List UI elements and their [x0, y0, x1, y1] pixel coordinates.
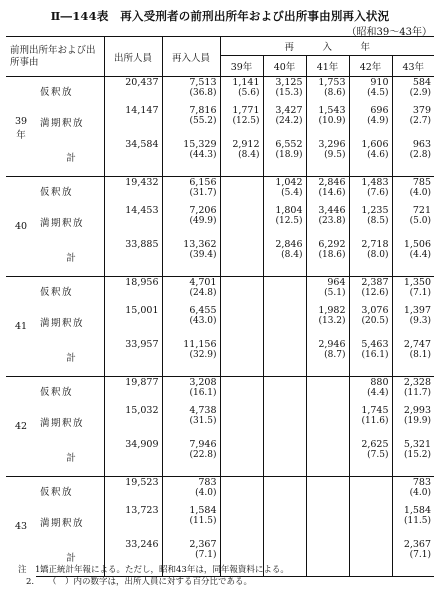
reentry-count: 910	[370, 77, 389, 88]
table-row	[6, 477, 434, 505]
reentry-percent: (11.5)	[403, 515, 432, 526]
header-reentry-year-group: 再 入 年	[220, 37, 434, 56]
reentry-percent: (8.7)	[324, 349, 346, 360]
reentry-percent: (4.6)	[367, 149, 389, 160]
table-row	[6, 205, 434, 239]
reentry-year-cell	[306, 505, 349, 539]
reentry-count: 1,141	[232, 77, 260, 88]
reentry-count: 1,745	[361, 404, 389, 416]
reentry-year-cell	[306, 477, 349, 505]
reentry-percent: (15.3)	[275, 88, 303, 98]
reentered-cell	[162, 105, 220, 139]
reentry-year-cell	[263, 439, 306, 477]
released-count: 34,909	[104, 439, 162, 477]
reentered-percent: (32.9)	[189, 349, 217, 360]
table-row	[6, 139, 434, 177]
reentry-count: 880	[370, 377, 389, 388]
reentry-percent: (4.9)	[367, 115, 389, 126]
reentry-count: 783	[412, 477, 432, 488]
reentry-year-cell	[263, 377, 306, 405]
reentered-cell	[162, 477, 220, 505]
reentry-percent: (7.6)	[367, 188, 389, 198]
reentry-count: 2,328	[403, 377, 432, 388]
reentry-year-cell	[220, 139, 263, 177]
reentry-year-cell	[220, 439, 263, 477]
reentry-percent: (4.4)	[367, 388, 389, 398]
release-reason: 仮釈放	[36, 477, 104, 505]
reentry-count: 2,912	[232, 138, 260, 150]
reentry-percent: (9.5)	[324, 149, 346, 160]
release-year-label	[6, 177, 36, 277]
reentry-year-cell	[392, 205, 434, 239]
reentry-year-cell	[220, 177, 263, 205]
reentered-count: 4,701	[189, 277, 217, 288]
reentry-year-cell	[306, 205, 349, 239]
reentered-percent: (49.9)	[189, 215, 217, 226]
table-row	[6, 339, 434, 377]
reentered-count: 7,206	[189, 204, 217, 216]
reentry-percent: (11.7)	[403, 388, 432, 398]
table-row	[6, 105, 434, 139]
release-year-label	[6, 377, 36, 477]
release-reason: 仮釈放	[36, 277, 104, 305]
reentry-year-cell	[263, 405, 306, 439]
released-count: 15,001	[104, 305, 162, 339]
reentry-percent: (5.0)	[409, 215, 432, 226]
reentry-count: 1,804	[275, 204, 303, 216]
reentry-percent: (5.4)	[281, 188, 303, 198]
reentry-percent: (13.2)	[318, 315, 346, 326]
reentry-percent: (18.9)	[275, 149, 303, 160]
reentry-year-cell	[306, 539, 349, 577]
reentry-count: 6,552	[275, 138, 303, 150]
release-reason: 計	[36, 339, 104, 377]
reentry-count: 785	[412, 177, 432, 188]
reentry-year-cell	[349, 477, 392, 505]
release-year-text: 42	[14, 421, 28, 432]
reentry-count: 3,076	[361, 304, 389, 316]
reentry-percent: (20.5)	[361, 315, 389, 326]
reentered-percent: (22.8)	[189, 449, 217, 460]
reentry-percent: (4.0)	[409, 488, 432, 498]
reentry-percent: (8.1)	[409, 349, 432, 360]
reentry-year-cell	[263, 305, 306, 339]
reentered-count: 2,367	[189, 538, 217, 550]
reentry-year-cell	[392, 539, 434, 577]
reentry-percent: (4.0)	[409, 188, 432, 198]
reentry-count: 2,846	[318, 177, 346, 188]
reentry-count: 696	[370, 104, 389, 116]
reentry-year-cell	[392, 305, 434, 339]
reentry-count: 5,321	[403, 438, 432, 450]
reentry-count: 2,846	[275, 238, 303, 250]
table-row	[6, 239, 434, 277]
reentry-count: 1,506	[403, 238, 432, 250]
reentered-count: 7,816	[189, 104, 217, 116]
reentry-count: 1,543	[318, 104, 346, 116]
reentry-count: 1,483	[361, 177, 389, 188]
reentered-cell	[162, 439, 220, 477]
footnote-label: 2.	[26, 577, 35, 587]
reentry-year-cell	[263, 77, 306, 105]
header-reentered: 再入人員	[162, 37, 220, 77]
reentry-year-cell	[306, 177, 349, 205]
reentered-count: 3,208	[189, 377, 217, 388]
reentry-count: 1,042	[275, 177, 303, 188]
released-count: 19,523	[104, 477, 162, 505]
reentry-count: 6,292	[318, 238, 346, 250]
reentry-year-cell	[306, 377, 349, 405]
reentry-percent: (5.6)	[238, 88, 260, 98]
released-count: 14,147	[104, 105, 162, 139]
release-reason: 満期釈放	[36, 105, 104, 139]
reentered-percent: (7.1)	[195, 549, 217, 560]
reentry-count: 2,946	[318, 338, 346, 350]
reentry-count: 2,387	[361, 277, 389, 288]
reentry-table	[6, 36, 434, 577]
footnote-line	[18, 576, 289, 588]
reentry-year-cell	[392, 277, 434, 305]
released-count: 34,584	[104, 139, 162, 177]
reentry-count: 1,771	[232, 104, 260, 116]
reentered-count: 15,329	[183, 138, 217, 150]
release-reason: 計	[36, 539, 104, 577]
release-reason: 仮釈放	[36, 177, 104, 205]
table-row	[6, 439, 434, 477]
reentered-percent: (11.5)	[189, 515, 217, 526]
release-year-label	[6, 77, 36, 177]
reentry-year-cell	[220, 505, 263, 539]
header-year: 39年	[220, 56, 263, 77]
reentry-count: 2,367	[403, 538, 432, 550]
reentry-year-cell	[306, 305, 349, 339]
table-row	[6, 177, 434, 205]
reentry-year-cell	[306, 277, 349, 305]
reentered-count: 7,946	[189, 438, 217, 450]
reentry-count: 2,993	[403, 404, 432, 416]
reentry-percent: (2.7)	[409, 115, 432, 126]
reentry-year-cell	[263, 105, 306, 139]
reentry-percent: (12.5)	[275, 215, 303, 226]
footnote-text: （ ）内の数字は，出所人員に対する百分比である。	[48, 577, 253, 587]
reentry-count: 1,584	[403, 504, 432, 516]
reentry-percent: (4.5)	[367, 88, 389, 98]
reentry-percent: (2.9)	[409, 88, 432, 98]
reentry-year-cell	[349, 539, 392, 577]
released-count: 33,885	[104, 239, 162, 277]
release-reason: 計	[36, 239, 104, 277]
reentry-percent: (8.0)	[367, 249, 389, 260]
reentry-year-cell	[392, 439, 434, 477]
footnotes	[18, 564, 289, 588]
reentered-percent: (55.2)	[189, 115, 217, 126]
reentry-percent: (5.1)	[324, 288, 346, 298]
reentry-year-cell	[349, 377, 392, 405]
reentry-percent: (14.6)	[318, 188, 346, 198]
reentered-cell	[162, 305, 220, 339]
release-reason: 仮釈放	[36, 377, 104, 405]
reentered-percent: (24.8)	[189, 288, 217, 298]
reentry-year-cell	[349, 177, 392, 205]
release-year-label	[6, 477, 36, 577]
reentry-year-cell	[349, 139, 392, 177]
reentry-year-cell	[392, 77, 434, 105]
reentry-percent: (7.1)	[409, 549, 432, 560]
released-count: 18,956	[104, 277, 162, 305]
table-row	[6, 505, 434, 539]
footnote-text: 矯正統計年報による。ただし，昭和43年は，同年報資料による。	[40, 565, 289, 575]
reentered-cell	[162, 239, 220, 277]
reentry-year-cell	[306, 439, 349, 477]
reentry-percent: (15.2)	[403, 449, 432, 460]
release-year-text: 40	[14, 221, 28, 232]
reentry-count: 3,427	[275, 104, 303, 116]
header-year: 43年	[392, 56, 434, 77]
release-year-text: 41	[14, 321, 28, 332]
released-count: 20,437	[104, 77, 162, 105]
reentered-cell	[162, 139, 220, 177]
reentry-year-cell	[392, 139, 434, 177]
reentered-count: 6,455	[189, 304, 217, 316]
reentered-count: 1,584	[189, 504, 217, 516]
reentry-year-cell	[306, 339, 349, 377]
reentered-percent: (31.7)	[189, 188, 217, 198]
reentry-count: 584	[412, 77, 432, 88]
reentered-percent: (39.4)	[189, 249, 217, 260]
footnote-line	[18, 564, 289, 576]
reentry-year-cell	[349, 505, 392, 539]
reentry-year-cell	[263, 477, 306, 505]
reentry-count: 2,625	[361, 438, 389, 450]
reentry-percent: (2.8)	[409, 149, 432, 160]
reentry-percent: (8.5)	[367, 215, 389, 226]
reentry-year-cell	[220, 277, 263, 305]
reentry-count: 3,296	[318, 138, 346, 150]
header-reason: 前刑出所年および出所事由	[6, 37, 104, 77]
release-reason: 満期釈放	[36, 305, 104, 339]
reentered-percent: (36.8)	[189, 88, 217, 98]
reentry-year-cell	[349, 205, 392, 239]
table-row	[6, 77, 434, 105]
released-count: 14,453	[104, 205, 162, 239]
table-subtitle: （昭和39～43年）	[346, 27, 432, 38]
reentered-cell	[162, 177, 220, 205]
release-reason: 満期釈放	[36, 405, 104, 439]
reentry-year-cell	[306, 239, 349, 277]
reentry-year-cell	[263, 239, 306, 277]
reentry-percent: (8.6)	[324, 88, 346, 98]
reentry-year-cell	[349, 405, 392, 439]
released-count: 13,723	[104, 505, 162, 539]
release-year-text: 43	[14, 521, 28, 533]
reentered-count: 6,156	[189, 177, 217, 188]
reentered-percent: (16.1)	[189, 388, 217, 398]
reentry-percent: (8.4)	[238, 149, 260, 160]
reentry-year-cell	[306, 105, 349, 139]
reentry-percent: (8.4)	[281, 249, 303, 260]
reentry-year-cell	[349, 277, 392, 305]
release-reason: 満期釈放	[36, 205, 104, 239]
reentry-year-cell	[220, 239, 263, 277]
reentry-count: 1,606	[361, 138, 389, 150]
reentry-count: 2,747	[403, 338, 432, 350]
reentry-count: 379	[412, 104, 432, 116]
reentry-year-cell	[392, 239, 434, 277]
reentry-percent: (24.2)	[275, 115, 303, 126]
reentry-year-cell	[306, 77, 349, 105]
reentry-year-cell	[349, 239, 392, 277]
reentry-percent: (7.1)	[409, 288, 432, 298]
reentry-count: 1,753	[318, 77, 346, 88]
reentry-percent: (10.9)	[318, 115, 346, 126]
reentry-count: 1,397	[403, 304, 432, 316]
table-row	[6, 377, 434, 405]
release-year-label	[6, 277, 36, 377]
reentry-year-cell	[263, 139, 306, 177]
released-count: 19,877	[104, 377, 162, 405]
reentry-count: 964	[327, 277, 346, 288]
reentered-count: 783	[198, 477, 217, 488]
footnote-label: 注 1.	[18, 565, 44, 575]
reentry-percent: (19.9)	[403, 415, 432, 426]
reentry-year-cell	[392, 177, 434, 205]
reentry-percent: (7.5)	[367, 449, 389, 460]
reentry-percent: (9.3)	[409, 315, 432, 326]
header-year: 42年	[349, 56, 392, 77]
reentered-cell	[162, 277, 220, 305]
released-count: 19,432	[104, 177, 162, 205]
reentry-percent: (12.6)	[361, 288, 389, 298]
release-reason: 計	[36, 439, 104, 477]
reentry-year-cell	[349, 105, 392, 139]
reentry-year-cell	[392, 105, 434, 139]
reentry-year-cell	[392, 477, 434, 505]
reentered-cell	[162, 377, 220, 405]
reentry-count: 3,125	[275, 77, 303, 88]
reentered-percent: (4.0)	[195, 488, 217, 498]
reentered-percent: (44.3)	[189, 149, 217, 160]
reentry-year-cell	[263, 505, 306, 539]
reentered-percent: (43.0)	[189, 315, 217, 326]
reentry-year-cell	[349, 305, 392, 339]
reentry-count: 1,982	[318, 304, 346, 316]
reentry-year-cell	[392, 505, 434, 539]
reentry-count: 2,718	[361, 238, 389, 250]
reentry-percent: (23.8)	[318, 215, 346, 226]
reentry-year-cell	[306, 139, 349, 177]
reentry-year-cell	[349, 77, 392, 105]
release-reason: 満期釈放	[36, 505, 104, 539]
reentry-year-cell	[349, 439, 392, 477]
reentry-year-cell	[220, 377, 263, 405]
reentry-year-cell	[220, 205, 263, 239]
reentry-year-cell	[220, 405, 263, 439]
header-year: 40年	[263, 56, 306, 77]
reentry-count: 963	[412, 138, 432, 150]
header-released: 出所人員	[104, 37, 162, 77]
reentry-year-cell	[263, 205, 306, 239]
reentry-percent: (12.5)	[232, 115, 260, 126]
reentry-year-cell	[263, 177, 306, 205]
reentry-count: 721	[412, 204, 432, 216]
table-row	[6, 405, 434, 439]
released-count: 33,246	[104, 539, 162, 577]
reentered-cell	[162, 339, 220, 377]
table-title: Ⅱ―144表 再入受刑者の前刑出所年および出所事由別再入状況	[50, 9, 390, 23]
reentry-year-cell	[220, 477, 263, 505]
release-reason: 計	[36, 139, 104, 177]
reentry-count: 5,463	[361, 338, 389, 350]
release-year-text: 39 年	[14, 115, 37, 141]
reentry-year-cell	[263, 277, 306, 305]
reentered-cell	[162, 405, 220, 439]
reentered-cell	[162, 77, 220, 105]
release-reason: 仮釈放	[36, 77, 104, 105]
header-year: 41年	[306, 56, 349, 77]
reentry-year-cell	[392, 405, 434, 439]
reentry-year-cell	[220, 105, 263, 139]
reentry-percent: (18.6)	[318, 249, 346, 260]
reentered-count: 7,513	[189, 77, 217, 88]
reentered-count: 11,156	[183, 338, 217, 350]
reentry-year-cell	[392, 339, 434, 377]
released-count: 15,032	[104, 405, 162, 439]
reentry-year-cell	[392, 377, 434, 405]
reentry-year-cell	[263, 339, 306, 377]
reentered-cell	[162, 205, 220, 239]
reentry-percent: (11.6)	[361, 415, 389, 426]
reentered-count: 4,738	[189, 404, 217, 416]
released-count: 33,957	[104, 339, 162, 377]
reentry-percent: (4.4)	[409, 249, 432, 260]
reentry-year-cell	[306, 405, 349, 439]
reentry-percent: (16.1)	[361, 349, 389, 360]
table-row	[6, 305, 434, 339]
reentry-count: 1,235	[361, 204, 389, 216]
reentry-year-cell	[220, 339, 263, 377]
table-row	[6, 277, 434, 305]
reentered-percent: (31.5)	[189, 415, 217, 426]
reentry-year-cell	[349, 339, 392, 377]
reentered-cell	[162, 505, 220, 539]
reentry-count: 3,446	[318, 204, 346, 216]
reentry-count: 1,350	[403, 277, 432, 288]
reentered-count: 13,362	[183, 238, 217, 250]
reentry-year-cell	[220, 305, 263, 339]
reentry-year-cell	[220, 77, 263, 105]
